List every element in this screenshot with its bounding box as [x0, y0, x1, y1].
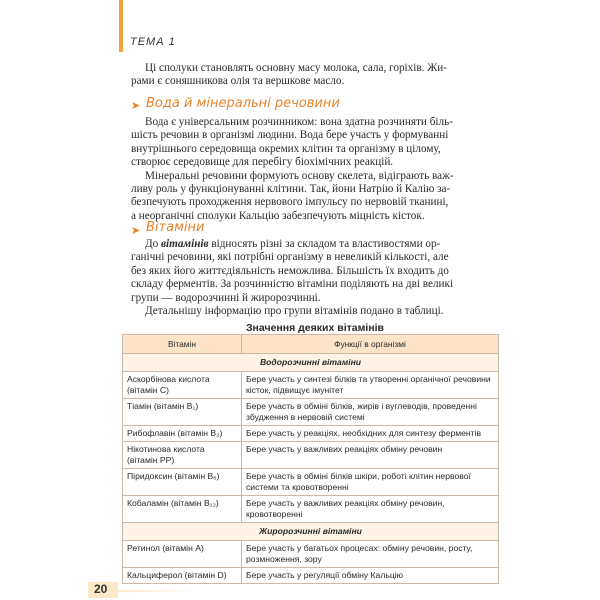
text-line: Вода є універсальним розчинником: вона здатна розчиняти біль-	[145, 116, 453, 128]
vitamin-name: Тіамін (вітамін B₁)	[123, 399, 242, 426]
table-group-row	[123, 523, 499, 541]
vitamin-name: Кальциферол (вітамін D)	[123, 568, 242, 584]
vitamin-function: Бере участь у синтезі білків та утворенні органічної речовини кісток, підвищує імунітет	[242, 372, 499, 399]
vitamin-function: Бере участь в обміні білків, жирів і вуглеводів, проведенні збудження в нервовій системі	[242, 399, 499, 426]
text-line: Мінеральні речовини формують основу скелета, відіграють важ-	[145, 169, 454, 182]
table-row	[123, 442, 499, 469]
table-row	[123, 496, 499, 523]
section-title-vitamins: Вітаміни	[146, 220, 205, 235]
group-label: Жиророзчинні вітаміни	[123, 523, 499, 541]
page-number: 20	[94, 582, 108, 596]
text-line: ганічні речовини, які потрібні організму в невеликій кількості, але	[131, 251, 449, 264]
text-line: групи — водорозчинні й жиророзчинні.	[131, 291, 321, 304]
vitamin-name: Ретинол (вітамін А)	[123, 541, 242, 568]
vitamin-paragraphs	[131, 238, 499, 318]
table-row	[123, 399, 499, 426]
section-title-water: Вода й мінеральні речовини	[146, 96, 340, 111]
vitamin-function: Бере участь у багатьох процесах: обміну речовин, росту, розмноження, зору	[242, 541, 499, 568]
table-group-row	[123, 354, 499, 372]
vitamin-function: Бере участь в обміні білків шкіри, роботі клітин нервової системи та кровотворенні	[242, 469, 499, 496]
vitamin-name: Нікотинова кислота (вітамін PP)	[123, 442, 242, 469]
table-row	[123, 541, 499, 568]
intro-paragraph	[131, 62, 499, 89]
text-line: складу ферментів. За розчинністю вітаміни поділяють на дві великі	[131, 278, 454, 291]
group-label: Водорозчинні вітаміни	[123, 354, 499, 372]
vitamins-table	[122, 334, 499, 584]
text-line: створює середовище для перебігу біохімічних реакцій.	[131, 156, 394, 169]
text-line: без яких його життєдіяльність неможлива. Більшість їх входить до	[131, 264, 449, 277]
vitamin-function: Бере участь у важливих реакціях обміну речовин	[242, 442, 499, 469]
text-line: шість речовин в організмі людини. Вода бере участь у формуванні	[131, 129, 449, 142]
text-line: безпечують проходження нервового імпульсу по нервовій тканині,	[131, 196, 449, 209]
key-term: вітамінів	[161, 238, 209, 250]
table-row	[123, 568, 499, 584]
section-arrow-icon: ➤	[131, 224, 141, 237]
text-line: внутрішнього середовища окремих клітин та організму в цілому,	[131, 142, 441, 155]
table-title: Значення деяких вітамінів	[245, 322, 384, 334]
text-line: До	[145, 238, 162, 250]
text-line: Детальнішу інформацію про групи вітамінів подано в таблиці.	[145, 305, 444, 318]
vitamin-name: Піридоксин (вітамін B₆)	[123, 469, 242, 496]
table-row	[123, 372, 499, 399]
column-header: Вітамін	[123, 335, 242, 354]
intro-line: Ці сполуки становлять основну масу молока, сала, горіхів. Жи-	[145, 62, 447, 74]
table-row	[123, 469, 499, 496]
vitamin-function: Бере участь у реакціях, необхідних для синтезу ферментів	[242, 426, 499, 442]
vitamin-function: Бере участь у важливих реакціях обміну речовин, кровотворенні	[242, 496, 499, 523]
section-arrow-icon: ➤	[131, 99, 141, 112]
text-line: відносять різні за складом та властивостями ор-	[208, 238, 441, 250]
table-row	[123, 426, 499, 442]
page-number-rule	[118, 590, 198, 592]
vitamin-function: Бере участь у регуляції обміну Кальцію	[242, 568, 499, 584]
vitamin-name: Кобаламін (вітамін B₁₂)	[123, 496, 242, 523]
chapter-label: ТЕМА 1	[130, 36, 176, 48]
table-header-row	[123, 335, 499, 354]
column-header: Функції в організмі	[242, 335, 499, 354]
chapter-accent-bar	[119, 0, 123, 52]
intro-line: рами є соняшникова олія та вершкове масло.	[131, 75, 345, 88]
vitamin-name: Аскорбінова кислота (вітамін С)	[123, 372, 242, 399]
vitamin-name: Рибофлавін (вітамін B₂)	[123, 426, 242, 442]
text-line: а неорганічні сполуки Кальцію забезпечують міцність кісток.	[131, 209, 425, 222]
water-paragraphs	[131, 116, 499, 223]
text-line: ливу роль у функціонуванні клітини. Так, йони Натрію й Калію за-	[131, 183, 451, 196]
